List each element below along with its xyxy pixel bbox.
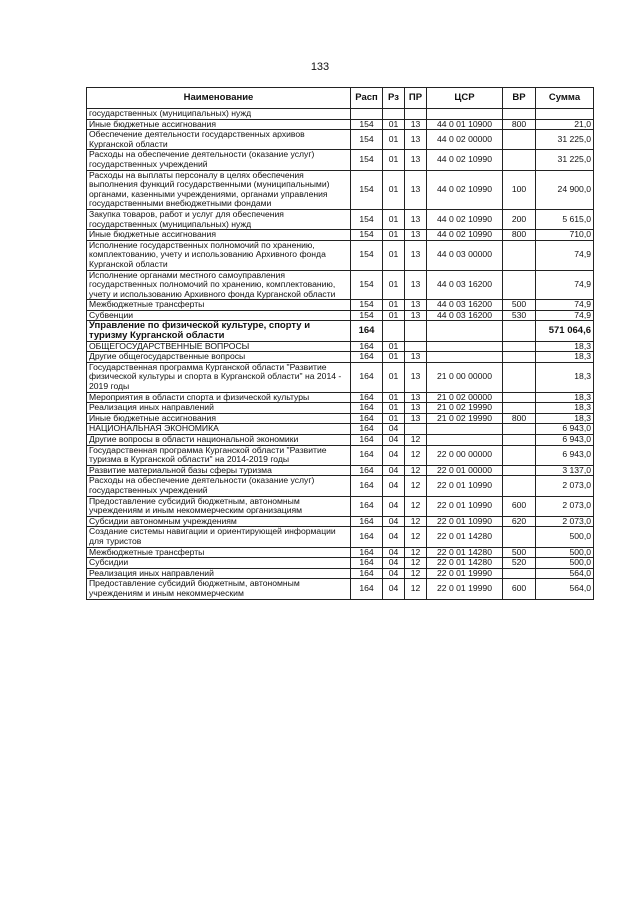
cell-pr: 13 [405, 362, 427, 392]
table-row [87, 150, 594, 170]
cell-sum: 2 073,0 [536, 476, 594, 496]
cell-rasp: 154 [351, 230, 383, 241]
cell-rz: 01 [383, 392, 405, 403]
cell-pr: 12 [405, 558, 427, 569]
cell-rz: 01 [383, 270, 405, 300]
cell-name: Иные бюджетные ассигнования [87, 119, 351, 130]
cell-rasp: 154 [351, 270, 383, 300]
table-row [87, 558, 594, 569]
cell-vr [503, 341, 536, 352]
cell-sum: 21,0 [536, 119, 594, 130]
cell-sum: 74,9 [536, 270, 594, 300]
cell-name: Государственная программа Курганской области "Развитие физической культуры и спорта в Курганской области" на 2014 - 2019 годы [87, 362, 351, 392]
cell-rasp: 164 [351, 579, 383, 599]
cell-sum: 571 064,6 [536, 321, 594, 341]
table-row [87, 516, 594, 527]
cell-sum: 74,9 [536, 310, 594, 321]
cell-csr: 44 0 02 10990 [427, 170, 503, 209]
cell-rz: 01 [383, 209, 405, 229]
cell-name: Реализация иных направлений [87, 568, 351, 579]
cell-pr: 13 [405, 413, 427, 424]
cell-name: Субсидии [87, 558, 351, 569]
cell-rz: 04 [383, 424, 405, 435]
cell-name: Реализация иных направлений [87, 403, 351, 414]
cell-rz: 01 [383, 413, 405, 424]
cell-rasp: 164 [351, 341, 383, 352]
cell-rz: 01 [383, 362, 405, 392]
column-header-pr: ПР [405, 88, 427, 109]
cell-rasp: 164 [351, 403, 383, 414]
cell-csr: 44 0 02 00000 [427, 130, 503, 150]
cell-name: Расходы на обеспечение деятельности (оказание услуг) государственных учреждений [87, 150, 351, 170]
cell-rasp: 164 [351, 496, 383, 516]
cell-rasp: 154 [351, 209, 383, 229]
cell-rz [383, 109, 405, 120]
cell-name: ОБЩЕГОСУДАРСТВЕННЫЕ ВОПРОСЫ [87, 341, 351, 352]
cell-name: Иные бюджетные ассигнования [87, 413, 351, 424]
cell-vr: 200 [503, 209, 536, 229]
cell-csr: 44 0 02 10990 [427, 230, 503, 241]
cell-pr: 13 [405, 403, 427, 414]
cell-rasp: 164 [351, 445, 383, 465]
cell-pr: 12 [405, 435, 427, 446]
cell-pr: 12 [405, 579, 427, 599]
cell-sum: 3 137,0 [536, 465, 594, 476]
cell-rasp: 164 [351, 352, 383, 363]
cell-rz [383, 321, 405, 341]
cell-pr: 13 [405, 310, 427, 321]
cell-rasp: 164 [351, 424, 383, 435]
table-row [87, 109, 594, 120]
cell-rz: 01 [383, 130, 405, 150]
cell-rz: 01 [383, 240, 405, 270]
table-row [87, 209, 594, 229]
cell-rz: 01 [383, 170, 405, 209]
cell-name: Межбюджетные трансферты [87, 300, 351, 311]
cell-rasp: 164 [351, 435, 383, 446]
cell-name: Исполнение государственных полномочий по хранению, комплектованию, учету и использованию Архивного фонда Курганской области [87, 240, 351, 270]
table-row [87, 568, 594, 579]
cell-rz: 01 [383, 300, 405, 311]
cell-csr: 22 0 01 14280 [427, 547, 503, 558]
cell-sum: 24 900,0 [536, 170, 594, 209]
cell-csr: 22 0 01 00000 [427, 465, 503, 476]
cell-sum: 564,0 [536, 579, 594, 599]
cell-sum: 5 615,0 [536, 209, 594, 229]
cell-pr: 13 [405, 230, 427, 241]
table-row [87, 170, 594, 209]
cell-rz: 04 [383, 547, 405, 558]
cell-csr [427, 435, 503, 446]
cell-rz: 04 [383, 435, 405, 446]
table-row [87, 362, 594, 392]
cell-vr: 500 [503, 300, 536, 311]
cell-rz: 04 [383, 496, 405, 516]
cell-pr: 12 [405, 476, 427, 496]
cell-rz: 01 [383, 403, 405, 414]
cell-csr: 22 0 01 14280 [427, 527, 503, 547]
cell-vr: 500 [503, 547, 536, 558]
cell-rasp: 164 [351, 465, 383, 476]
cell-pr: 13 [405, 352, 427, 363]
cell-sum: 18,3 [536, 352, 594, 363]
cell-rasp: 154 [351, 150, 383, 170]
cell-csr: 22 0 01 19990 [427, 579, 503, 599]
column-header-csr: ЦСР [427, 88, 503, 109]
cell-rasp: 164 [351, 362, 383, 392]
cell-name: Исполнение органами местного самоуправления государственных полномочий по хранению, комплектованию, учету и использованию Архивного фонда Курганской области [87, 270, 351, 300]
cell-pr: 12 [405, 445, 427, 465]
cell-sum: 500,0 [536, 558, 594, 569]
cell-rz: 04 [383, 445, 405, 465]
cell-pr: 12 [405, 465, 427, 476]
cell-vr [503, 130, 536, 150]
cell-name: Предоставление субсидий бюджетным, автономным учреждениям и иным некоммерческим организациям [87, 496, 351, 516]
cell-csr [427, 352, 503, 363]
cell-vr [503, 240, 536, 270]
cell-sum: 6 943,0 [536, 435, 594, 446]
cell-rz: 04 [383, 558, 405, 569]
cell-pr [405, 109, 427, 120]
cell-sum: 74,9 [536, 240, 594, 270]
cell-csr: 44 0 03 16200 [427, 270, 503, 300]
cell-pr: 12 [405, 568, 427, 579]
cell-csr [427, 341, 503, 352]
cell-vr: 520 [503, 558, 536, 569]
cell-csr: 22 0 01 10990 [427, 516, 503, 527]
cell-sum: 18,3 [536, 341, 594, 352]
cell-vr: 800 [503, 230, 536, 241]
table-row [87, 392, 594, 403]
cell-name: Предоставление субсидий бюджетным, автономным учреждениям и иным некоммерческим [87, 579, 351, 599]
cell-name: Государственная программа Курганской области "Развитие туризма в Курганской области" на 2014-2019 годы [87, 445, 351, 465]
cell-name: Межбюджетные трансферты [87, 547, 351, 558]
cell-vr: 600 [503, 496, 536, 516]
cell-vr [503, 352, 536, 363]
cell-vr: 600 [503, 579, 536, 599]
cell-name: Управление по физической культуре, спорту и туризму Курганской области [87, 321, 351, 341]
table-row [87, 445, 594, 465]
cell-rz: 04 [383, 527, 405, 547]
cell-pr: 13 [405, 209, 427, 229]
cell-name: Развитие материальной базы сферы туризма [87, 465, 351, 476]
cell-name: государственных (муниципальных) нужд [87, 109, 351, 120]
cell-csr: 22 0 01 10990 [427, 476, 503, 496]
cell-rasp: 164 [351, 321, 383, 341]
cell-csr [427, 109, 503, 120]
cell-csr: 22 0 01 14280 [427, 558, 503, 569]
cell-csr: 22 0 01 10990 [427, 496, 503, 516]
table-row [87, 230, 594, 241]
table-row [87, 119, 594, 130]
cell-rz: 04 [383, 465, 405, 476]
cell-name: Субвенции [87, 310, 351, 321]
cell-pr: 12 [405, 527, 427, 547]
cell-vr [503, 476, 536, 496]
cell-vr [503, 465, 536, 476]
cell-pr: 13 [405, 119, 427, 130]
cell-vr: 530 [503, 310, 536, 321]
cell-pr: 13 [405, 270, 427, 300]
cell-csr: 44 0 01 10900 [427, 119, 503, 130]
cell-pr: 13 [405, 150, 427, 170]
cell-name: Закупка товаров, работ и услуг для обеспечения государственных (муниципальных) нужд [87, 209, 351, 229]
cell-pr: 12 [405, 516, 427, 527]
cell-pr: 13 [405, 170, 427, 209]
cell-vr [503, 424, 536, 435]
table-row [87, 547, 594, 558]
cell-vr: 620 [503, 516, 536, 527]
column-header-name: Наименование [87, 88, 351, 109]
cell-name: Другие общегосударственные вопросы [87, 352, 351, 363]
table-row [87, 579, 594, 599]
table-row [87, 496, 594, 516]
cell-vr [503, 435, 536, 446]
cell-pr: 12 [405, 547, 427, 558]
cell-sum: 31 225,0 [536, 150, 594, 170]
cell-sum: 18,3 [536, 413, 594, 424]
cell-sum: 500,0 [536, 527, 594, 547]
cell-rasp: 164 [351, 558, 383, 569]
table-row [87, 476, 594, 496]
cell-csr: 21 0 02 19990 [427, 403, 503, 414]
cell-sum: 18,3 [536, 362, 594, 392]
cell-rz: 01 [383, 352, 405, 363]
cell-pr [405, 424, 427, 435]
cell-rz: 01 [383, 310, 405, 321]
cell-sum: 2 073,0 [536, 516, 594, 527]
cell-rz: 04 [383, 476, 405, 496]
cell-sum: 74,9 [536, 300, 594, 311]
cell-pr: 12 [405, 496, 427, 516]
cell-name: НАЦИОНАЛЬНАЯ ЭКОНОМИКА [87, 424, 351, 435]
cell-vr [503, 568, 536, 579]
cell-name: Другие вопросы в области национальной экономики [87, 435, 351, 446]
table-row [87, 352, 594, 363]
cell-rasp: 154 [351, 300, 383, 311]
cell-vr [503, 270, 536, 300]
cell-rz: 01 [383, 230, 405, 241]
cell-sum: 6 943,0 [536, 445, 594, 465]
cell-name: Расходы на обеспечение деятельности (оказание услуг) государственных учреждений [87, 476, 351, 496]
table-row [87, 435, 594, 446]
table-row [87, 130, 594, 150]
cell-csr: 44 0 02 10990 [427, 150, 503, 170]
cell-csr: 21 0 02 19990 [427, 413, 503, 424]
cell-rasp: 164 [351, 413, 383, 424]
table-row [87, 310, 594, 321]
cell-rz: 01 [383, 341, 405, 352]
cell-name: Иные бюджетные ассигнования [87, 230, 351, 241]
cell-vr [503, 403, 536, 414]
table-row [87, 403, 594, 414]
cell-rasp: 154 [351, 119, 383, 130]
cell-rasp: 154 [351, 240, 383, 270]
cell-vr: 800 [503, 413, 536, 424]
cell-rz: 01 [383, 150, 405, 170]
table-row [87, 465, 594, 476]
cell-pr [405, 341, 427, 352]
cell-rasp: 154 [351, 170, 383, 209]
cell-csr: 22 0 01 19990 [427, 568, 503, 579]
cell-rasp: 164 [351, 516, 383, 527]
table-row [87, 527, 594, 547]
budget-table [86, 87, 594, 600]
cell-csr: 44 0 03 16200 [427, 310, 503, 321]
cell-name: Мероприятия в области спорта и физической культуры [87, 392, 351, 403]
cell-sum: 710,0 [536, 230, 594, 241]
cell-csr [427, 424, 503, 435]
cell-sum: 6 943,0 [536, 424, 594, 435]
cell-rasp: 154 [351, 310, 383, 321]
cell-rasp: 154 [351, 130, 383, 150]
cell-vr [503, 362, 536, 392]
cell-vr [503, 445, 536, 465]
cell-vr: 100 [503, 170, 536, 209]
cell-rz: 04 [383, 568, 405, 579]
cell-csr: 22 0 00 00000 [427, 445, 503, 465]
cell-vr [503, 392, 536, 403]
cell-csr: 21 0 00 00000 [427, 362, 503, 392]
table-row [87, 240, 594, 270]
table-row [87, 270, 594, 300]
cell-rz: 04 [383, 579, 405, 599]
cell-rz: 01 [383, 119, 405, 130]
cell-vr [503, 321, 536, 341]
cell-pr [405, 321, 427, 341]
cell-name: Расходы на выплаты персоналу в целях обеспечения выполнения функций государственными (муниципальными) органами, казенными учреждениями, органами управления государственными внебюджетными фондами [87, 170, 351, 209]
table-row [87, 321, 594, 341]
cell-csr: 21 0 02 00000 [427, 392, 503, 403]
cell-rasp: 164 [351, 568, 383, 579]
cell-pr: 13 [405, 240, 427, 270]
cell-csr [427, 321, 503, 341]
table-header-row [87, 88, 594, 109]
cell-sum: 18,3 [536, 403, 594, 414]
cell-sum [536, 109, 594, 120]
cell-name: Обеспечение деятельности государственных архивов Курганской области [87, 130, 351, 150]
cell-vr [503, 527, 536, 547]
table-row [87, 413, 594, 424]
cell-csr: 44 0 03 16200 [427, 300, 503, 311]
column-header-rz: Рз [383, 88, 405, 109]
cell-name: Создание системы навигации и ориентирующей информации для туристов [87, 527, 351, 547]
cell-rasp: 164 [351, 476, 383, 496]
cell-pr: 13 [405, 130, 427, 150]
table-row [87, 300, 594, 311]
cell-rasp: 164 [351, 527, 383, 547]
table-row [87, 341, 594, 352]
page-number: 133 [310, 61, 330, 73]
column-header-rasp: Расп [351, 88, 383, 109]
cell-rz: 04 [383, 516, 405, 527]
cell-sum: 31 225,0 [536, 130, 594, 150]
cell-rasp: 164 [351, 547, 383, 558]
cell-pr: 13 [405, 300, 427, 311]
table-body [87, 109, 594, 600]
cell-sum: 2 073,0 [536, 496, 594, 516]
cell-vr: 800 [503, 119, 536, 130]
cell-rasp: 164 [351, 392, 383, 403]
cell-csr: 44 0 03 00000 [427, 240, 503, 270]
cell-vr [503, 109, 536, 120]
cell-sum: 500,0 [536, 547, 594, 558]
cell-sum: 18,3 [536, 392, 594, 403]
cell-rasp [351, 109, 383, 120]
table-row [87, 424, 594, 435]
cell-vr [503, 150, 536, 170]
column-header-sum: Сумма [536, 88, 594, 109]
cell-name: Субсидии автономным учреждениям [87, 516, 351, 527]
cell-pr: 13 [405, 392, 427, 403]
column-header-vr: ВР [503, 88, 536, 109]
cell-csr: 44 0 02 10990 [427, 209, 503, 229]
cell-sum: 564,0 [536, 568, 594, 579]
